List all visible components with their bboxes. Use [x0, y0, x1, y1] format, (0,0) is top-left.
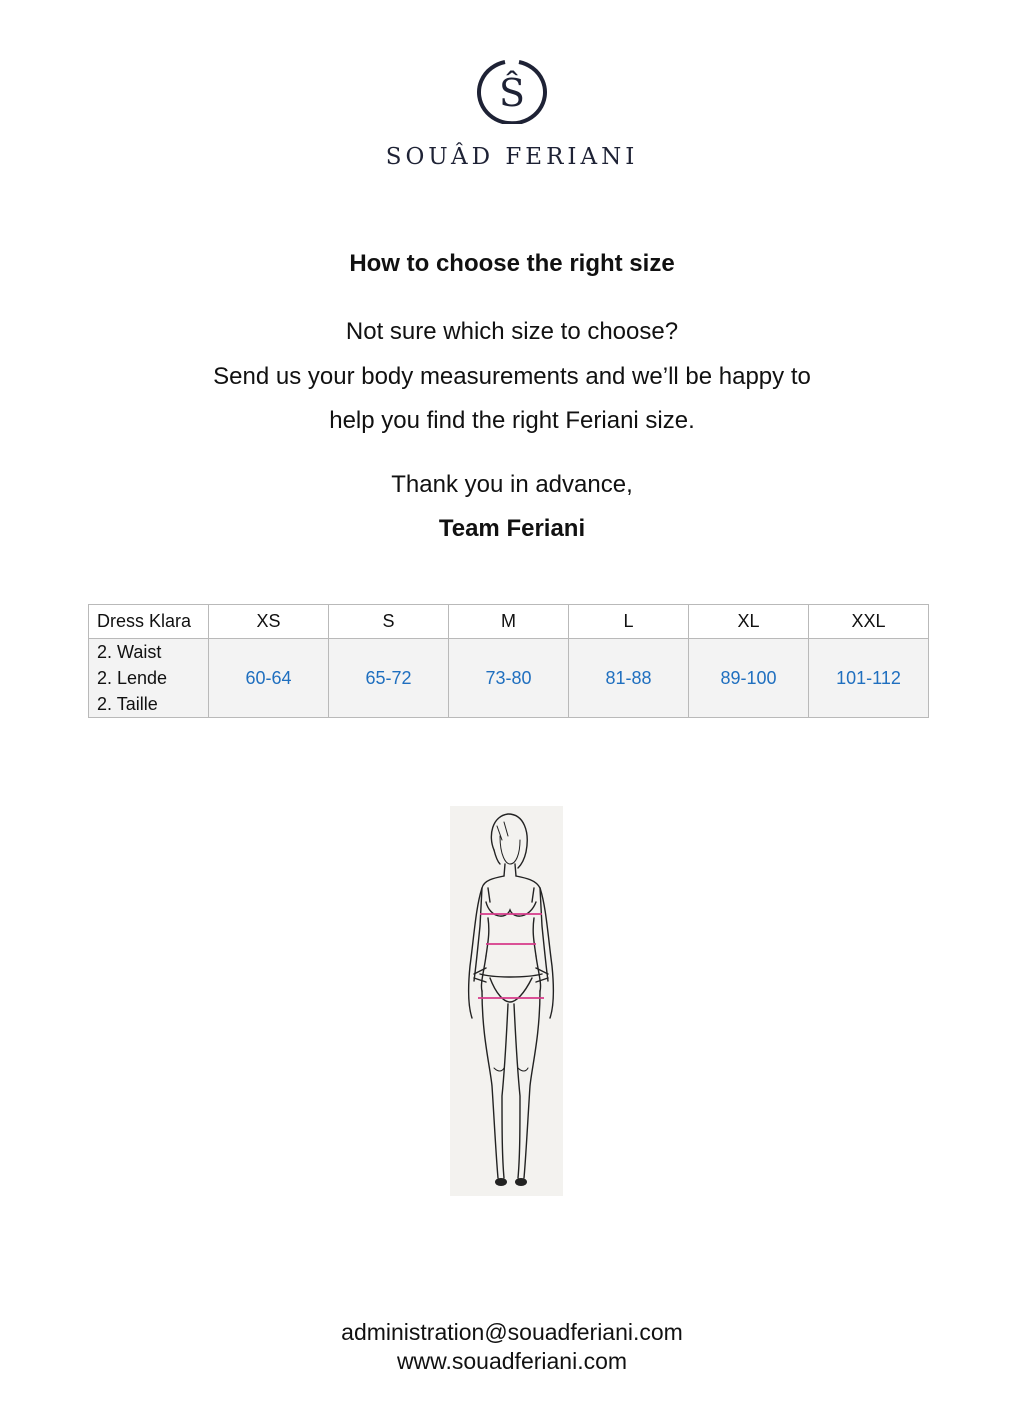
team-signature: Team Feriani — [438, 515, 586, 542]
contact-footer — [0, 1318, 1024, 1376]
header-size-xxl: XXL — [809, 605, 929, 639]
header-size-xl: XL — [689, 605, 809, 639]
value-l: 81-88 — [569, 639, 689, 718]
value-xl: 89-100 — [689, 639, 809, 718]
row-label-waist: 2. Waist — [97, 642, 162, 662]
intro-line-2: Send us your body measurements and we’ll be happy to — [213, 362, 811, 390]
logo-monogram: Ŝ — [498, 71, 526, 115]
intro-line-1: Not sure which size to choose? — [345, 318, 679, 345]
body-figure-icon — [450, 806, 563, 1196]
row-label-taille: 2. Taille — [97, 694, 158, 714]
contact-email[interactable]: administration@souadferiani.com — [341, 1319, 683, 1345]
size-chart-table — [88, 604, 929, 718]
header-product: Dress Klara — [89, 605, 209, 639]
measurement-label-cell — [89, 639, 209, 718]
header-size-xs: XS — [209, 605, 329, 639]
table-row — [89, 639, 929, 718]
brand-logo — [0, 54, 1024, 124]
value-xxl: 101-112 — [809, 639, 929, 718]
monogram-icon — [475, 54, 549, 124]
intro-line-3: help you find the right Feriani size. — [329, 407, 695, 434]
table-header-row — [89, 605, 929, 639]
value-m: 73-80 — [449, 639, 569, 718]
thanks-text: Thank you in advance, — [391, 471, 633, 498]
header-size-l: L — [569, 605, 689, 639]
brand-name: SOUÂD FERIANI — [385, 144, 639, 170]
website-link[interactable]: www.souadferiani.com — [396, 1348, 628, 1374]
intro-text — [0, 310, 1024, 444]
signoff — [0, 463, 1024, 551]
value-s: 65-72 — [329, 639, 449, 718]
header-size-s: S — [329, 605, 449, 639]
page-title: How to choose the right size — [349, 250, 675, 277]
header-size-m: M — [449, 605, 569, 639]
row-label-lende: 2. Lende — [97, 668, 168, 688]
value-xs: 60-64 — [209, 639, 329, 718]
body-measurement-illustration — [450, 806, 563, 1196]
